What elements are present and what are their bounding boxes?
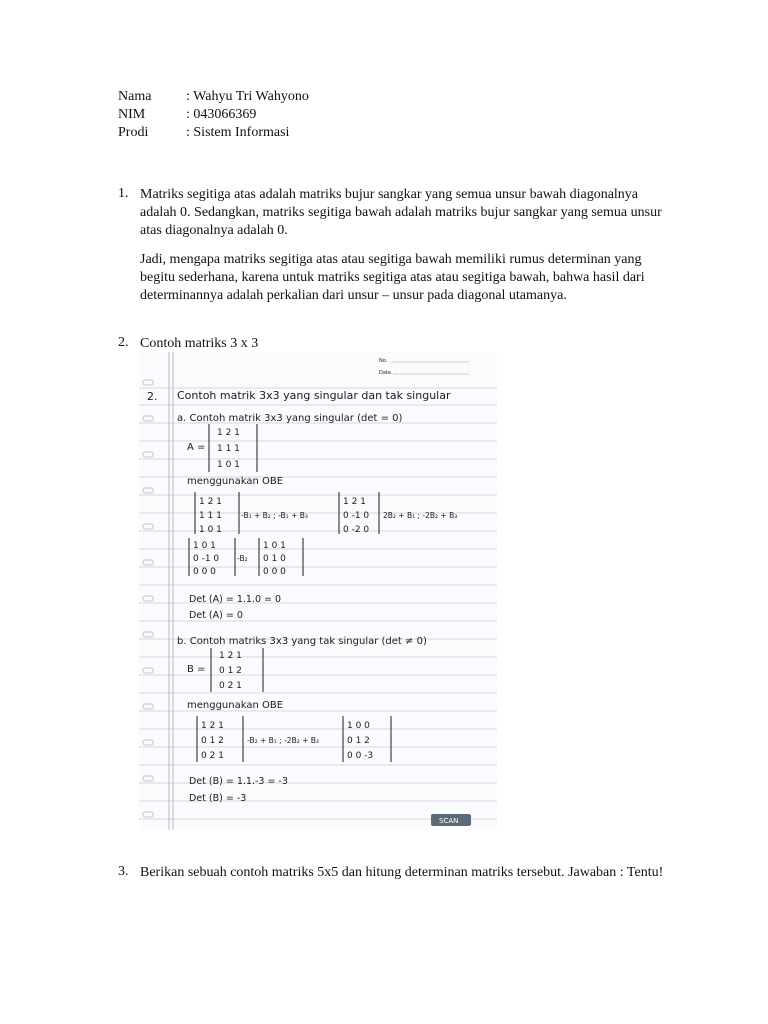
q1-p2-line: determinannya adalah perkalian dari unsur – unsur pada diagonal utamanya. <box>140 288 567 303</box>
handwritten-notebook-image <box>139 352 497 830</box>
name-label: Nama <box>118 89 152 104</box>
q2-title: Contoh matriks 3 x 3 <box>140 336 259 351</box>
q3-number: 3. <box>118 864 129 879</box>
name-value: : Wahyu Tri Wahyono <box>186 89 309 104</box>
obe-a-step3-row: 0 0 0 <box>193 567 216 577</box>
notebook-date-label: Date. <box>379 370 393 376</box>
obe-a-step2-row: 0 -1 0 <box>343 511 370 521</box>
notebook-svg <box>139 352 497 830</box>
matrix-a-row: 1 2 1 <box>217 428 240 438</box>
nim-row <box>118 106 309 124</box>
obe-b-step1-row: 0 1 2 <box>201 736 224 746</box>
q1-paragraph-1 <box>140 186 680 240</box>
matrix-a-row: 1 0 1 <box>217 460 240 470</box>
student-info <box>118 88 309 142</box>
obe-a-op2: 2B₂ + B₁ ; -2B₂ + B₃ <box>383 511 458 520</box>
prodi-value: : Sistem Informasi <box>186 125 290 140</box>
obe-a-step2-row: 1 2 1 <box>343 497 366 507</box>
q1-p1-line: atas diagonalnya adalah 0. <box>140 223 288 238</box>
obe-b-op1: -B₂ + B₁ ; -2B₂ + B₃ <box>247 736 319 745</box>
spiral-holes <box>143 380 153 817</box>
q1-p1-line: adalah 0. Sedangkan, matriks segitiga bawah adalah matriks bujur sangkar yang semua unsur <box>140 205 662 220</box>
prodi-label: Prodi <box>118 125 149 140</box>
q3-text: Berikan sebuah contoh matriks 5x5 dan hitung determinan matriks tersebut. Jawaban : Tentu! <box>140 865 664 880</box>
q1-number: 1. <box>118 186 129 201</box>
obe-a-step1-row: 1 1 1 <box>199 511 222 521</box>
obe-label-b: menggunakan OBE <box>187 700 284 711</box>
det-a-line1: Det (A) = 1.1.0 = 0 <box>189 594 282 605</box>
matrix-b-row: 0 2 1 <box>219 681 242 691</box>
obe-b-step2-row: 1 0 0 <box>347 721 370 731</box>
obe-a-step3-row: 1 0 1 <box>193 541 216 551</box>
obe-a-step1-row: 1 0 1 <box>199 525 222 535</box>
obe-a-op1: -B₁ + B₂ ; -B₁ + B₃ <box>241 511 308 520</box>
part-a-title: a. Contoh matrik 3x3 yang singular (det = 0) <box>177 413 403 424</box>
obe-b-step2-row: 0 0 -3 <box>347 751 374 761</box>
notebook-question-number: 2. <box>147 390 158 403</box>
nim-label: NIM <box>118 107 146 122</box>
matrix-b-row: 1 2 1 <box>219 651 242 661</box>
obe-a-step1-row: 1 2 1 <box>199 497 222 507</box>
q1-p2-line: Jadi, mengapa matriks segitiga atas atau segitiga bawah memiliki rumus determinan yang <box>140 252 642 267</box>
notebook-title: Contoh matrik 3x3 yang singular dan tak singular <box>177 389 451 402</box>
det-b-line1: Det (B) = 1.1.-3 = -3 <box>189 776 288 787</box>
obe-label-a: menggunakan OBE <box>187 476 284 487</box>
q1-p1-line: Matriks segitiga atas adalah matriks bujur sangkar yang semua unsur bawah diagonalnya <box>140 187 639 202</box>
matrix-b-label: B = <box>187 664 206 675</box>
obe-b-step1-row: 0 2 1 <box>201 751 224 761</box>
q1-p2-line: begitu sederhana, karena untuk matriks segitiga atas atau segitiga bawah, bahwa hasil dari <box>140 270 645 285</box>
obe-a-step3-row: 0 -1 0 <box>193 554 220 564</box>
obe-b-step2-row: 0 1 2 <box>347 736 370 746</box>
matrix-a-label: A = <box>187 442 206 453</box>
obe-a-op3: -B₂ <box>237 554 248 563</box>
name-row <box>118 88 309 106</box>
matrix-b-row: 0 1 2 <box>219 666 242 676</box>
q1-paragraph-2 <box>140 251 680 305</box>
scan-stamp-text: SCAN <box>439 817 459 825</box>
obe-a-step4-row: 1 0 1 <box>263 541 286 551</box>
part-b-title: b. Contoh matriks 3x3 yang tak singular (det ≠ 0) <box>177 636 427 647</box>
obe-b-step1-row: 1 2 1 <box>201 721 224 731</box>
q2-number: 2. <box>118 335 129 350</box>
obe-a-step4-row: 0 1 0 <box>263 554 286 564</box>
obe-a-step4-row: 0 0 0 <box>263 567 286 577</box>
prodi-row <box>118 124 309 142</box>
det-b-line2: Det (B) = -3 <box>189 793 247 804</box>
obe-a-step2-row: 0 -2 0 <box>343 525 370 535</box>
notebook-no-label: No. <box>379 358 388 364</box>
det-a-line2: Det (A) = 0 <box>189 610 243 621</box>
matrix-a-row: 1 1 1 <box>217 444 240 454</box>
nim-value: : 043066369 <box>186 107 257 122</box>
